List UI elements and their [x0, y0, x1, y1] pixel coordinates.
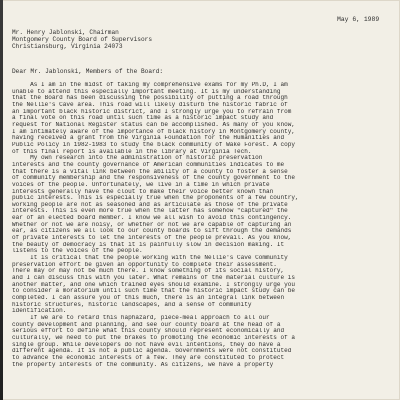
text-line: There may or may not be much there. I know something of its social history,: [12, 268, 285, 275]
letter-date: May 6, 1989: [337, 16, 380, 23]
text-line: interests. This is even more true when the latter has somehow "captured" the: [12, 208, 288, 215]
text-line: and I can discuss this with you later. What remains of the material culture is: [12, 275, 296, 282]
recipient-line: Montgomery County Board of Supervisors: [12, 36, 153, 43]
text-line: It is critical that the people working with the Nellie's Cave Community: [12, 255, 288, 262]
text-line: of this final report is available in the library at Virginia Tech.: [12, 148, 252, 155]
text-line: a final vote on this road until such time as a historic impact study and: [12, 115, 274, 122]
text-line: I am intimately aware of the importance of black history in Montgomery county,: [12, 128, 296, 135]
text-line: serious effort to define what this county should represent economically and: [12, 328, 285, 335]
text-line: Whether or not we are noisy, or whether or not we are capable of capturing an: [12, 221, 292, 228]
text-line: working people are not as seasoned and as articulate as those of the private: [12, 201, 288, 208]
text-line: preservation effort be given an opportunity to complete their assessment.: [12, 261, 277, 268]
text-line: the property interests of the community. As citizens, we have a property: [12, 361, 274, 368]
text-line: Public Policy in 1982-1983 to study the black community of Wake Forest. A copy: [12, 141, 296, 148]
text-line: another matter, and one which trained eyes should examine. I strongly urge you: [12, 281, 296, 288]
text-line: My own research into the administration of historic preservation: [12, 155, 263, 162]
paragraph: [12, 82, 394, 255]
text-line: identification.: [12, 308, 67, 315]
text-line: interests generally have the clout to make their voice better known than: [12, 188, 274, 195]
text-line: of community membership and the responsiveness of the county government to the: [12, 175, 296, 182]
text-line: interests and the county governance of American communities indicates to me: [12, 161, 285, 168]
text-line: different agenda. It is not a public agenda. Governments were not constituted: [12, 348, 292, 355]
text-line: that there is a vital link between the ability of a county to foster a sense: [12, 168, 288, 175]
text-line: ear of an elected board member. I know we all wish to avoid this contingency.: [12, 215, 292, 222]
text-line: single group. While developers do not have evil intentions, they do have a: [12, 341, 281, 348]
text-line: culturally, we need to put the brakes to promoting the economic interests of a: [12, 334, 296, 341]
scan-border: [0, 0, 3, 400]
text-line: to consider a moratorium until such time that the historic impact study can be: [12, 288, 296, 295]
text-line: public interests. This is especially true when the proponents of a few country,: [12, 195, 299, 202]
text-line: As I am in the midst of taking my comprehensive exams for my Ph.D, I am: [12, 82, 288, 88]
text-line: that the Board has been discussing the possibility of putting a road through: [12, 95, 288, 102]
paragraph: [12, 315, 394, 368]
text-line: completed. I can assure you of this much, there is an integral link between: [12, 295, 285, 301]
text-line: an important black historic district, and I strongly urge you to refrain from: [12, 108, 292, 115]
paragraph: [12, 255, 394, 315]
recipient-line: Christiansburg, Virginia 24073: [12, 43, 123, 50]
letter-body: [12, 82, 394, 368]
text-line: historic structures, historic landscapes, and a sense of community: [12, 301, 252, 308]
recipient-line: Mr. Henry Jablonski, Chairman: [12, 29, 119, 36]
text-line: county development and planning, and see our county board at the head of a: [12, 321, 281, 328]
text-line: ear, as citizens we all look to our county boards to sift through the demands: [12, 228, 292, 235]
text-line: If we are to retard this haphazard, piece-meal approach to all our: [12, 314, 270, 321]
text-line: listens to the voices of the people.: [12, 248, 143, 255]
text-line: the beauty of democracy is that it is painfully slow in decision making. It: [12, 241, 285, 248]
text-line: request for National Register status can be accomplished. As many of you know,: [12, 121, 296, 128]
text-line: the Nellie's Cave area. This road will likely disturb the historic fabric of: [12, 101, 288, 108]
salutation: Dear Mr. Jablonski, Members of the Board:: [12, 68, 164, 75]
text-line: to advance the economic interests of a few. They are constituted to protect: [12, 354, 285, 361]
recipient-address: [12, 29, 152, 50]
text-line: of private interests to let the interests of the people prevail. As you know,: [12, 235, 292, 242]
text-line: unable to attend this especially important meeting. It is my understanding: [12, 88, 281, 95]
text-line: having received a grant from the Virginia Foundation for the Humanities and: [12, 135, 285, 142]
text-line: voices of the people. Unfortunately, we live in a time in which private: [12, 181, 270, 188]
